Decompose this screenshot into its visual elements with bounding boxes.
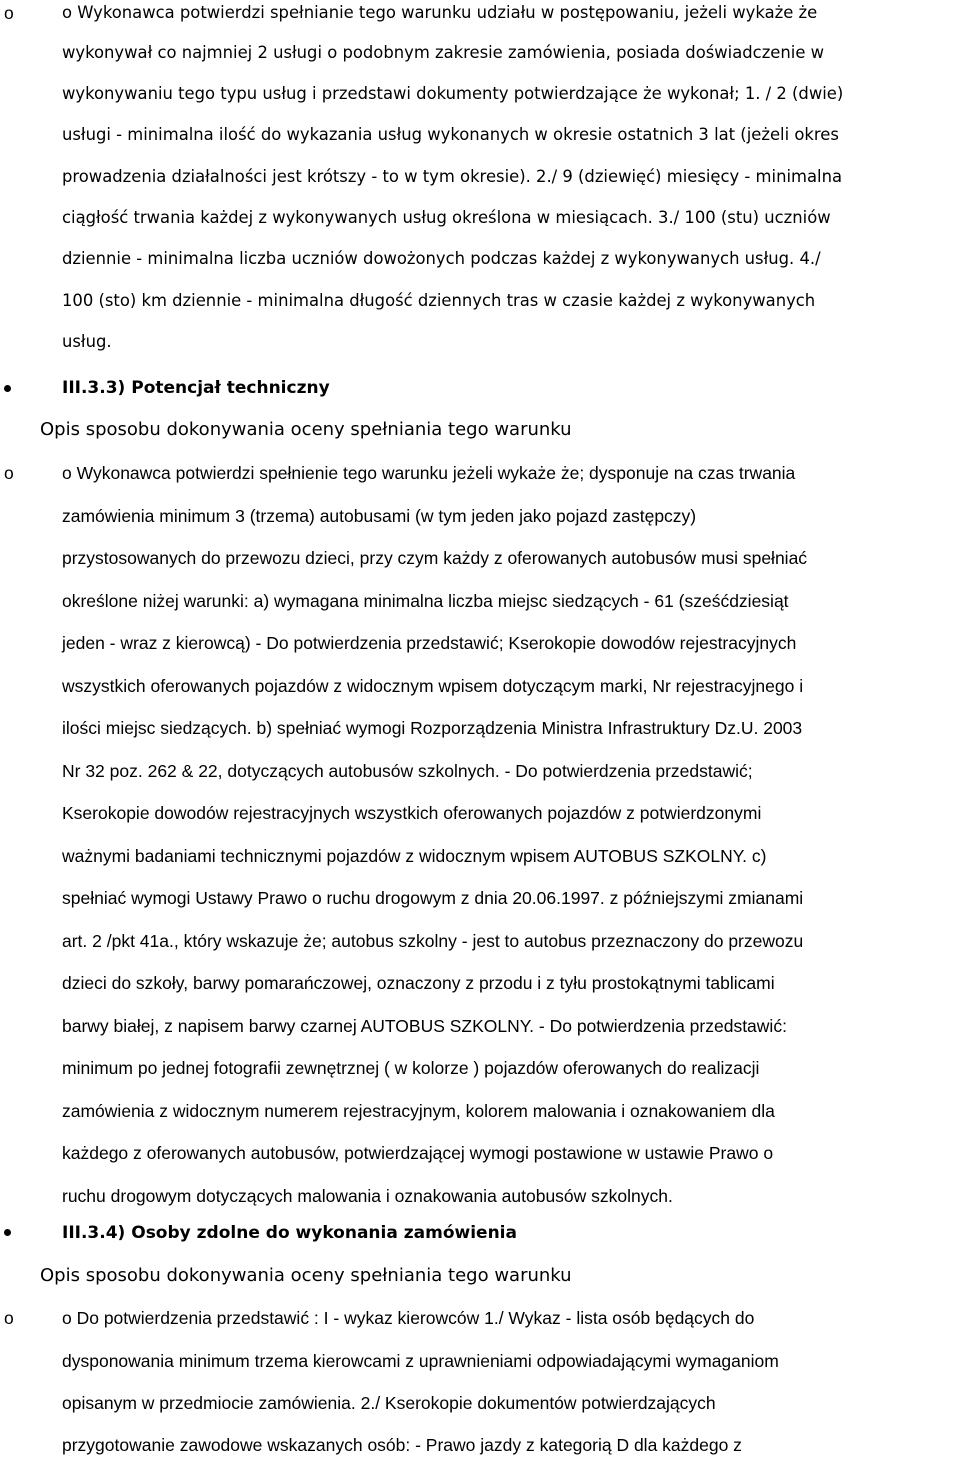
- section-subheading: Opis sposobu dokonywania oceny spełniania tego warunku: [40, 419, 572, 440]
- list-bullet: o: [4, 3, 14, 23]
- text-line: wykonywaniu tego typu usług i przedstawi dokumenty potwierdzające że wykonał; 1. / 2 (dwie): [62, 84, 844, 103]
- text-line: o Do potwierdzenia przedstawić : I - wykaz kierowców 1./ Wykaz - lista osób będących do: [62, 1308, 755, 1328]
- text-line: dzieci do szkoły, barwy pomarańczowej, oznaczony z przodu i z tyłu prostokątnymi tablicami: [62, 973, 775, 993]
- text-line: przystosowanych do przewozu dzieci, przy czym każdy z oferowanych autobusów musi spełniać: [62, 548, 808, 568]
- text-line: spełniać wymogi Ustawy Prawo o ruchu drogowym z dnia 20.06.1997. z późniejszymi zmianami: [62, 888, 804, 908]
- text-line: jeden - wraz z kierowcą) - Do potwierdzenia przedstawić; Kserokopie dowodów rejestracyjnych: [62, 633, 797, 653]
- text-line: minimum po jednej fotografii zewnętrznej ( w kolorze ) pojazdów oferowanych do realizacji: [62, 1058, 760, 1078]
- text-line: określone niżej warunki: a) wymagana minimalna liczba miejsc siedzących - 61 (sześćdziesiąt: [62, 591, 789, 611]
- text-line: wykonywał co najmniej 2 usługi o podobnym zakresie zamówienia, posiada doświadczenie w: [62, 43, 825, 62]
- text-line: usług.: [62, 332, 112, 351]
- text-line: ważnymi badaniami technicznymi pojazdów z widocznym wpisem AUTOBUS SZKOLNY. c): [62, 846, 767, 866]
- text-line: zamówienia z widocznym numerem rejestracyjnym, kolorem malowania i oznakowaniem dla: [62, 1101, 775, 1121]
- list-bullet: o: [4, 1308, 14, 1328]
- text-line: o Wykonawca potwierdzi spełnianie tego warunku udziału w postępowaniu, jeżeli wykaże że: [62, 3, 818, 22]
- section-subheading: Opis sposobu dokonywania oceny spełniania tego warunku: [40, 1265, 572, 1286]
- text-line: usługi - minimalna ilość do wykazania usług wykonanych w okresie ostatnich 3 lat (jeżeli okres: [62, 125, 839, 144]
- section-heading: III.3.4) Osoby zdolne do wykonania zamówienia: [62, 1223, 517, 1243]
- text-line: dysponowania minimum trzema kierowcami z uprawnieniami odpowiadającymi wymaganiom: [62, 1351, 779, 1371]
- text-line: ruchu drogowym dotyczących malowania i oznakowania autobusów szkolnych.: [62, 1186, 673, 1206]
- text-line: przygotowanie zawodowe wskazanych osób: - Prawo jazdy z kategorią D dla każdego z: [62, 1435, 742, 1455]
- text-line: opisanym w przedmiocie zamówienia. 2./ Kserokopie dokumentów potwierdzających: [62, 1393, 716, 1413]
- text-line: prowadzenia działalności jest krótszy - to w tym okresie). 2./ 9 (dziewięć) miesięcy - minimalna: [62, 167, 843, 186]
- bullet-dot: [4, 385, 11, 392]
- text-line: art. 2 /pkt 41a., który wskazuje że; autobus szkolny - jest to autobus przeznaczony do przewozu: [62, 931, 804, 951]
- text-line: barwy białej, z napisem barwy czarnej AUTOBUS SZKOLNY. - Do potwierdzenia przedstawić:: [62, 1016, 787, 1036]
- bullet-dot: [4, 1229, 11, 1236]
- section-heading: III.3.3) Potencjał techniczny: [62, 378, 330, 398]
- text-line: 100 (sto) km dziennie - minimalna długość dziennych tras w czasie każdej z wykonywanych: [62, 291, 816, 310]
- text-line: Kserokopie dowodów rejestracyjnych wszystkich oferowanych pojazdów z potwierdzonymi: [62, 803, 762, 823]
- text-line: dziennie - minimalna liczba uczniów dowożonych podczas każdej z wykonywanych usług. 4./: [62, 249, 821, 268]
- text-line: ciągłość trwania każdej z wykonywanych usług określona w miesiącach. 3./ 100 (stu) uczniów: [62, 208, 831, 227]
- text-line: każdego z oferowanych autobusów, potwierdzającej wymogi postawione w ustawie Prawo o: [62, 1143, 774, 1163]
- text-line: o Wykonawca potwierdzi spełnienie tego warunku jeżeli wykaże że; dysponuje na czas trwania: [62, 463, 796, 483]
- text-line: zamówienia minimum 3 (trzema) autobusami (w tym jeden jako pojazd zastępczy): [62, 506, 697, 526]
- text-line: ilości miejsc siedzących. b) spełniać wymogi Rozporządzenia Ministra Infrastruktury Dz.U. 2003: [62, 718, 803, 738]
- list-bullet: o: [4, 463, 14, 483]
- text-line: wszystkich oferowanych pojazdów z widocznym wpisem dotyczącym marki, Nr rejestracyjnego i: [62, 676, 804, 696]
- text-line: Nr 32 poz. 262 & 22, dotyczących autobusów szkolnych. - Do potwierdzenia przedstawić;: [62, 761, 753, 781]
